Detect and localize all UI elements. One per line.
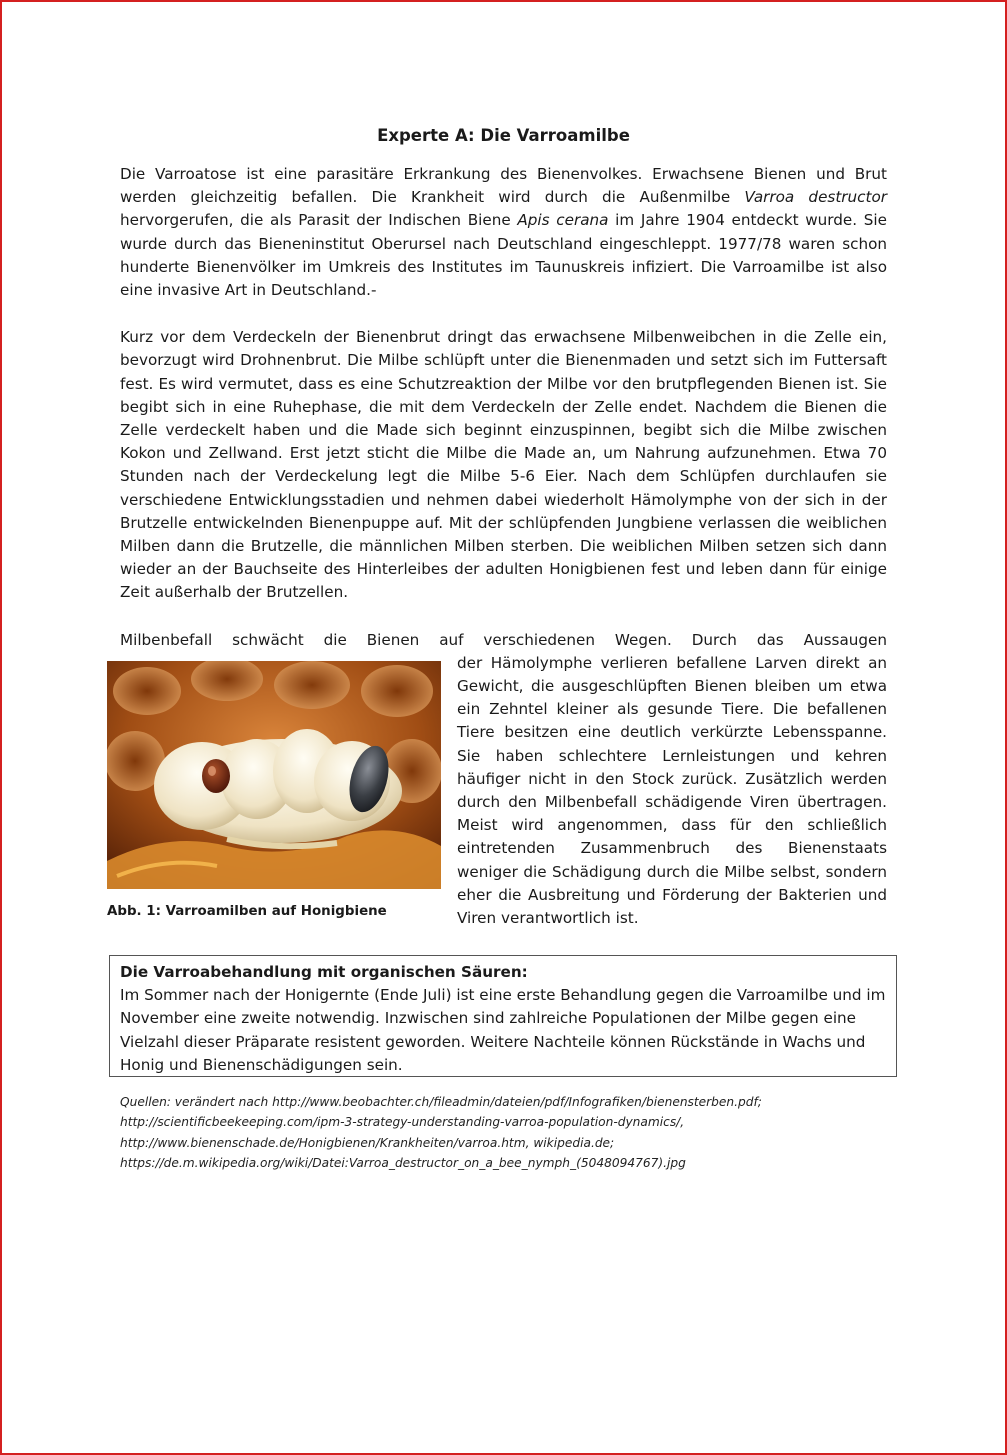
page-title: Experte A: Die Varroamilbe (377, 126, 630, 145)
species-apis-cerana: Apis cerana (517, 211, 609, 230)
paragraph-effects-rest: der Hämolymphe verlieren befallene Larven direkt an Gewicht, die ausgeschlüpften Bienen bleiben um etwa ein Zehntel kleiner als gesunde Tiere. Die befallenen Tiere besitzen eine deutlich verkürzte Lebensspanne. Sie haben schlechtere Lernleistungen und kehren häufiger nicht in den Stock zurück. Zusätzlich werden durch den Milbenbefall schädigende Viren übertragen. Meist wird angenommen, dass für den schließlich eintretenden Zusammenbruch des Bienenstaats weniger die Schädigung durch die Milbe selbst, sondern eher die Ausbreitung und Förderung der Bakterien und Viren verantwortlich ist. (457, 653, 887, 928)
species-varroa-destructor: Varroa destructor (744, 188, 887, 207)
sources-list (120, 1092, 890, 1173)
paragraph-lifecycle: Kurz vor dem Verdeckeln der Bienenbrut dringt das erwachsene Milbenweibchen in die Zelle ein, bevorzugt wird Drohnenbrut. Die Milbe schlüpft unter die Bienenmaden und setzt sich im Futtersaft fest. Es wird vermutet, dass es eine Schutzreaktion der Milbe vor den brutpflegenden Bienen ist. Sie begibt sich in eine Ruhephase, die mit dem Verdeckeln der Zelle endet. Nachdem die Bienen die Zelle verdeckelt haben und die Made sich beginnt einzuspinnen, begibt sich die Milbe zwischen Kokon und Zellwand. Erst jetzt sticht die Milbe die Made an, um Nahrung aufzunehmen. Etwa 70 Stunden nach der Verdeckelung legt die Milbe 5-6 Eier. Nach dem Schlüpfen durchlaufen sie verschiedene Entwicklungsstadien und nehmen dabei wiederholt Hämolymphe von der sich in der Brutzelle entwickelnden Bienenpuppe auf. Mit der schlüpfenden Jungbiene verlassen die weiblichen Milben dann die Brutzelle, die männlichen Milben sterben. Die weiblichen Milben setzen sich dann wieder an der Bauchseite des Hinterleibes der adulten Honigbienen fest und leben dann für einige Zeit außerhalb der Brutzellen. (120, 328, 887, 602)
source-line: http://www.bienenschade.de/Honigbienen/Krankheiten/varroa.htm, wikipedia.de; (120, 1135, 615, 1150)
bee-nymph-photo (107, 661, 441, 889)
paragraph-history (120, 163, 887, 302)
source-line: http://scientificbeekeeping.com/ipm-3-strategy-understanding-varroa-population-dynamics/, (120, 1115, 685, 1130)
para1-part3: im Jahre 1904 entdeckt wurde. Sie wurde durch das Bieneninstitut Oberursel nach Deutschland eingeschleppt. 1977/78 waren schon hunderte Bienenvölker im Umkreis des Institutes im Taunuskreis infiziert. Die Varroamilbe ist also eine invasive Art in Deutschland.- (120, 211, 887, 300)
treatment-box (109, 955, 897, 1077)
document-content (107, 123, 887, 930)
treatment-box-title: Die Varroabehandlung mit organischen Säuren: (120, 963, 528, 981)
source-line: https://de.m.wikipedia.org/wiki/Datei:Varroa_destructor_on_a_bee_nymph_(5048094767).jpg (120, 1155, 686, 1170)
paragraph-effects-first-line: Milbenbefall schwächt die Bienen auf verschiedenen Wegen. Durch das Aussaugen (120, 630, 887, 649)
figure-caption: Abb. 1: Varroamilben auf Honigbiene (107, 903, 387, 919)
paragraph-effects-section (107, 629, 887, 931)
source-line: Quellen: verändert nach http://www.beobachter.ch/fileadmin/dateien/pdf/Infografiken/bienensterben.pdf; (120, 1095, 762, 1109)
para1-part2: hervorgerufen, die als Parasit der Indischen Biene (120, 211, 518, 230)
para1-part1: Die Varroatose ist eine parasitäre Erkrankung des Bienenvolkes. Erwachsene Bienen und Brut werden gleichzeitig befallen. Die Krankheit wird durch die Außenmilbe (120, 165, 887, 207)
figure-varroa-on-bee (107, 661, 441, 921)
treatment-box-text: Im Sommer nach der Honigernte (Ende Juli) ist eine erste Behandlung gegen die Varroamilbe und im November eine zweite notwendig. Inzwischen sind zahlreiche Populationen der Milbe gegen eine Vielzahl dieser Präparate resistent geworden. Weitere Nachteile können Rückstände in Wachs und Honig und Bienenschädigungen sein. (120, 986, 886, 1074)
